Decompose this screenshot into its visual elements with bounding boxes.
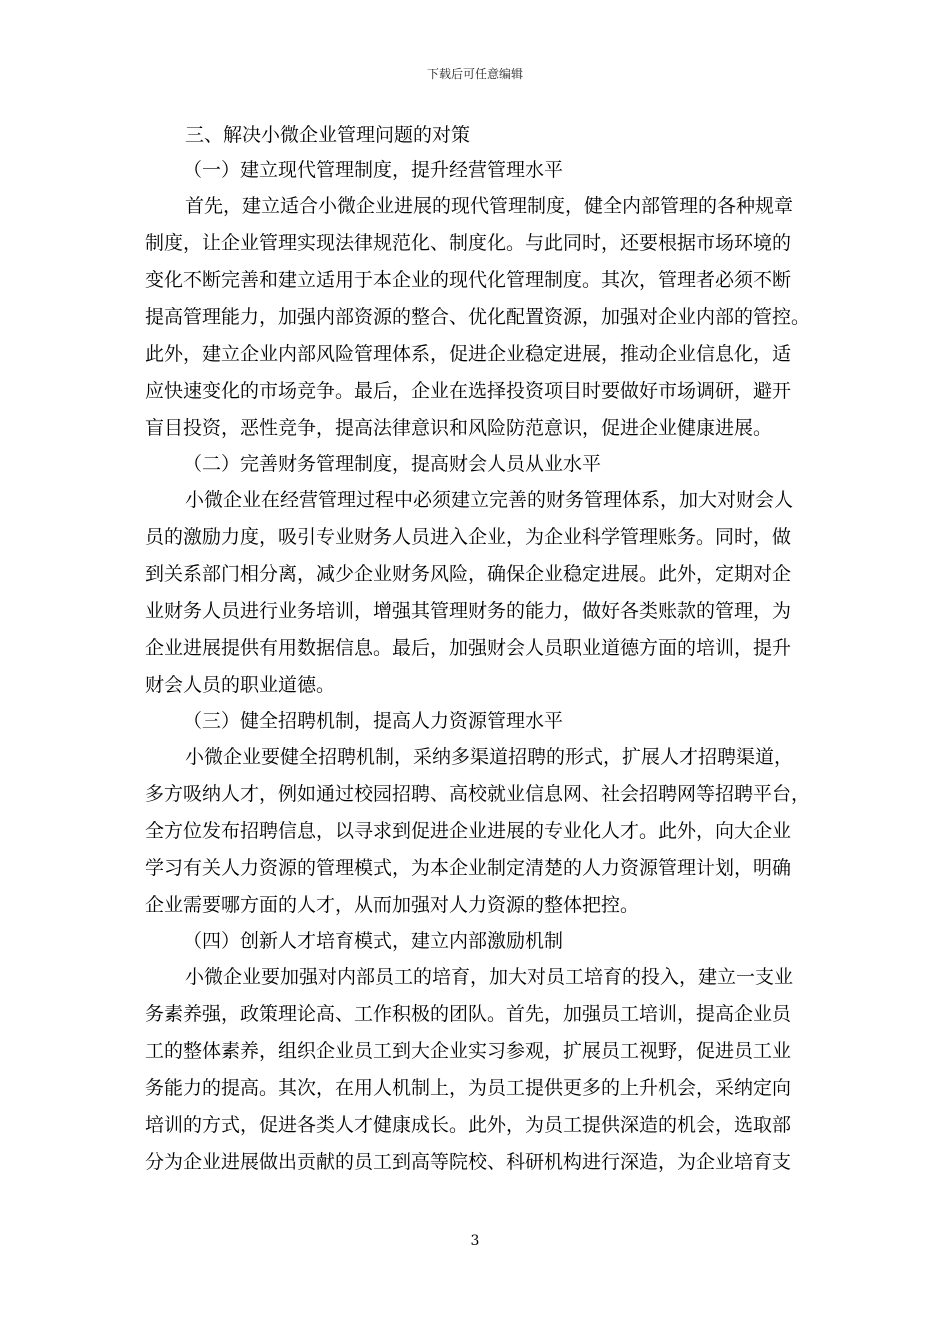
paragraph-line: 提高管理能力，加强内部资源的整合、优化配置资源，加强对企业内部的管控。 bbox=[145, 306, 811, 328]
paragraph-line: 学习有关人力资源的管理模式，为本企业制定清楚的人力资源管理计划，明确 bbox=[145, 857, 792, 879]
paragraph-line: 业财务人员进行业务培训，增强其管理财务的能力，做好各类账款的管理，为 bbox=[145, 600, 792, 622]
paragraph-line: 全方位发布招聘信息，以寻求到促进企业进展的专业化人才。此外，向大企业 bbox=[145, 820, 792, 842]
paragraph-line: 到关系部门相分离，减少企业财务风险，确保企业稳定进展。此外，定期对企 bbox=[145, 563, 792, 585]
paragraph-line: 小微企业在经营管理过程中必须建立完善的财务管理体系，加大对财会人 bbox=[185, 489, 794, 511]
paragraph-line: 此外，建立企业内部风险管理体系，促进企业稳定进展，推动企业信息化，适 bbox=[145, 343, 792, 365]
paragraph-line: 制度，让企业管理实现法律规范化、制度化。与此同时，还要根据市场环境的 bbox=[145, 232, 792, 254]
paragraph-line: 员的激励力度，吸引专业财务人员进入企业，为企业科学管理账务。同时，做 bbox=[145, 526, 792, 548]
paragraph-line: 工的整体素养，组织企业员工到大企业实习参观，扩展员工视野，促进员工业 bbox=[145, 1040, 792, 1062]
paragraph-line: 培训的方式，促进各类人才健康成长。此外，为员工提供深造的机会，选取部 bbox=[145, 1114, 792, 1136]
section-title: 三、解决小微企业管理问题的对策 bbox=[185, 124, 471, 146]
paragraph-line: 应快速变化的市场竞争。最后，企业在选择投资项目时要做好市场调研，避开 bbox=[145, 380, 792, 402]
subsection-title-2: （二）完善财务管理制度，提高财会人员从业水平 bbox=[183, 453, 602, 475]
page-number: 3 bbox=[470, 1233, 480, 1249]
paragraph-line: 多方吸纳人才，例如通过校园招聘、高校就业信息网、社会招聘网等招聘平台， bbox=[145, 783, 811, 805]
paragraph-line: 分为企业进展做出贡献的员工到高等院校、科研机构进行深造，为企业培育支 bbox=[145, 1151, 792, 1173]
paragraph-line: 变化不断完善和建立适用于本企业的现代化管理制度。其次，管理者必须不断 bbox=[145, 269, 792, 291]
page-header-note: 下载后可任意编辑 bbox=[426, 67, 523, 81]
subsection-title-4: （四）创新人才培育模式，建立内部激励机制 bbox=[183, 930, 564, 952]
paragraph-line: 盲目投资，恶性竞争，提高法律意识和风险防范意识，促进企业健康进展。 bbox=[145, 417, 773, 439]
document-body bbox=[145, 118, 813, 1181]
paragraph-line: 务能力的提高。其次，在用人机制上，为员工提供更多的上升机会，采纳定向 bbox=[145, 1077, 792, 1099]
paragraph-line: 企业进展提供有用数据信息。最后，加强财会人员职业道德方面的培训，提升 bbox=[145, 637, 792, 659]
subsection-title-1: （一）建立现代管理制度，提升经营管理水平 bbox=[183, 159, 564, 181]
paragraph-line: 企业需要哪方面的人才，从而加强对人力资源的整体把控。 bbox=[145, 894, 640, 916]
paragraph-line: 小微企业要加强对内部员工的培育，加大对员工培育的投入，建立一支业 bbox=[185, 966, 794, 988]
paragraph-line: 首先，建立适合小微企业进展的现代管理制度，健全内部管理的各种规章 bbox=[185, 195, 794, 217]
paragraph-line: 小微企业要健全招聘机制，采纳多渠道招聘的形式，扩展人才招聘渠道， bbox=[185, 746, 794, 768]
subsection-title-3: （三）健全招聘机制，提高人力资源管理水平 bbox=[183, 710, 564, 732]
paragraph-line: 务素养强，政策理论高、工作积极的团队。首先，加强员工培训，提高企业员 bbox=[145, 1003, 792, 1025]
paragraph-line: 财会人员的职业道德。 bbox=[145, 674, 336, 696]
